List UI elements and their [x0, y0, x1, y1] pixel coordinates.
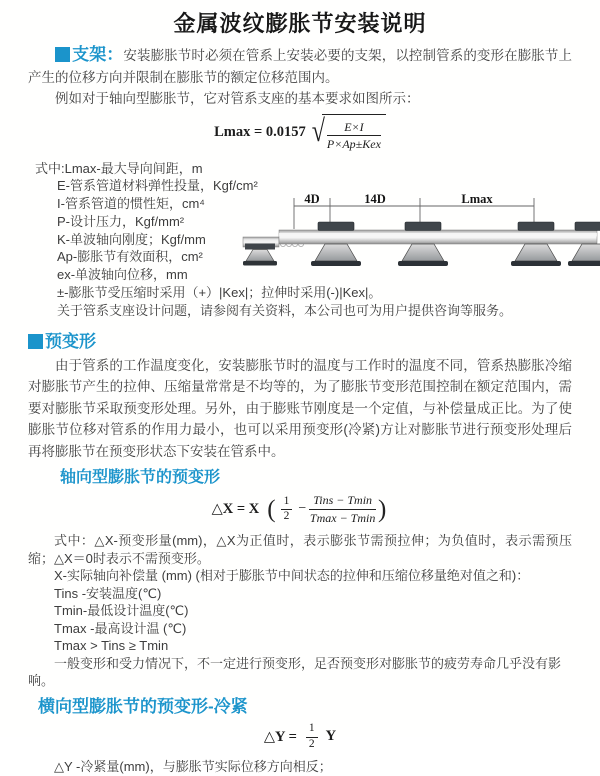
support-section-heading: 支架： [72, 45, 124, 64]
lateral-note: △Y -冷紧量(mm)，与膨胀节实际位移方向相反； [54, 758, 332, 774]
definition-item: Ap-膨胀节有效面积，cm² [57, 249, 203, 265]
preform-section-heading: 预变形 [45, 331, 96, 351]
one-half-fraction: $\frac{1}{2}$ [281, 495, 293, 523]
fraction-numerator: Tins − Tmin [309, 493, 376, 509]
radical-expression [312, 114, 386, 152]
axial-formula [0, 492, 600, 526]
note-line: Tmax -最高设计温 (℃) [54, 620, 187, 636]
fraction-denominator: P×Ap±Kex [326, 137, 381, 151]
page-title: 金属波纹膨胀节安装说明 [173, 11, 427, 36]
note-line: Tmax > Tins ≥ Tmin [54, 638, 169, 654]
note-line: X-实际轴向补偿量 (mm) (相对于膨胀节中间状态的拉伸和压缩位移量绝对值之和)： [54, 568, 530, 584]
pipe-support-diagram [243, 192, 597, 288]
minus-sign: − [298, 501, 307, 517]
definition-item: I-管系管道的惯性矩，cm⁴ [57, 196, 205, 212]
definition-item: ex-单波轴向位移，mm [57, 267, 188, 283]
open-paren: ( [267, 495, 276, 523]
support-section-marker-icon [55, 47, 70, 62]
axial-note-paragraph: 式中：△X-预变形量(mm)，△X为正值时，表示膨张节需预拉伸；为负值时，表示需预压缩；△X＝0时表示不需预变形。 [28, 533, 572, 566]
axial-preform-heading: 轴向型膨胀节的预变形 [60, 469, 221, 487]
preform-paragraph: 由于管系的工作温度变化，安装膨胀节时的温度与工作时的温度不同，管系热膨胀冷缩对膨胀节产生的拉伸、压缩量常常是不均等的，为了膨胀节变形范围控制在额定范围内，需要对膨胀节采取预变形处理。另外，由于膨账节刚度是一个定值，与补偿量成正比。为了使膨胀节位移对管系的作用力最小，也可以采用预变形(冷紧)方让对膨胀节进行预变形处理后再将膨胀节在预变形状态下安装在管系中。 [28, 357, 572, 459]
definition-item: 关于管系支座设计问题，请参阅有关资料，本公司也可为用户提供咨询等服务。 [57, 302, 513, 318]
fraction-numerator: E×I [327, 120, 381, 136]
dim-label-4d: 4D [304, 192, 320, 206]
anchor-support [243, 237, 279, 266]
definition-item: 式中:Lmax-最大导向间距，m [35, 160, 203, 176]
support-paragraph [28, 44, 572, 88]
close-paren: ) [378, 495, 387, 523]
lmax-formula [0, 114, 600, 152]
axial-note-lines [28, 567, 572, 690]
lateral-preform-heading: 横向型膨胀节的预变形-冷紧 [38, 696, 248, 716]
lmax-formula-fraction [327, 120, 381, 152]
preform-section-heading-row [28, 332, 572, 352]
note-line: Tmin-最低设计温度(℃) [54, 603, 189, 619]
definition-item: E-管系管道材料弹性投量，Kgf/cm² [57, 178, 258, 194]
one-half-fraction: $\frac{1}{2}$ [306, 722, 318, 750]
lateral-formula [0, 722, 600, 752]
lateral-formula-lhs: △Y = [263, 728, 297, 745]
temperature-fraction [309, 493, 376, 525]
axial-notes [28, 532, 572, 690]
note-line: 一般变形和受力情况下，不一定进行预变形，足否预变形对膨胀节的疲劳寿命几乎没有影响。 [28, 655, 562, 689]
definition-item: ±-膨胀节受压缩时采用（+）|Kex|；拉伸时采用(-)|Kex|。 [57, 285, 382, 301]
lmax-formula-lhs: Lmax = 0.0157 [214, 124, 306, 140]
preform-section-marker-icon [28, 334, 43, 349]
lateral-formula-rhs: Y [325, 728, 337, 745]
pipe [279, 230, 597, 244]
definition-item: K-单波轴向刚度；Kgf/mm [57, 231, 206, 247]
support-intro-text: 安装膨胀节时必须在管系上安装必要的支架，以控制管系的变形在膨胀节上产生的位移方向并限制在膨胀节的额定位移范围内。 [28, 48, 573, 85]
dim-label-lmax: Lmax [461, 192, 493, 206]
definition-item: P-设计压力，Kgf/mm² [57, 213, 185, 229]
axial-formula-lhs: △X = X [211, 501, 260, 518]
support-example-text: 例如对于轴向型膨胀节，它对管系支座的基本要求如图所示： [55, 91, 420, 106]
dim-label-14d: 14D [364, 192, 386, 206]
note-line: Tins -安装温度(℃) [54, 585, 162, 601]
fraction-denominator: Tmax − Tmin [309, 510, 376, 525]
radical-sign-icon: √ [311, 115, 325, 149]
